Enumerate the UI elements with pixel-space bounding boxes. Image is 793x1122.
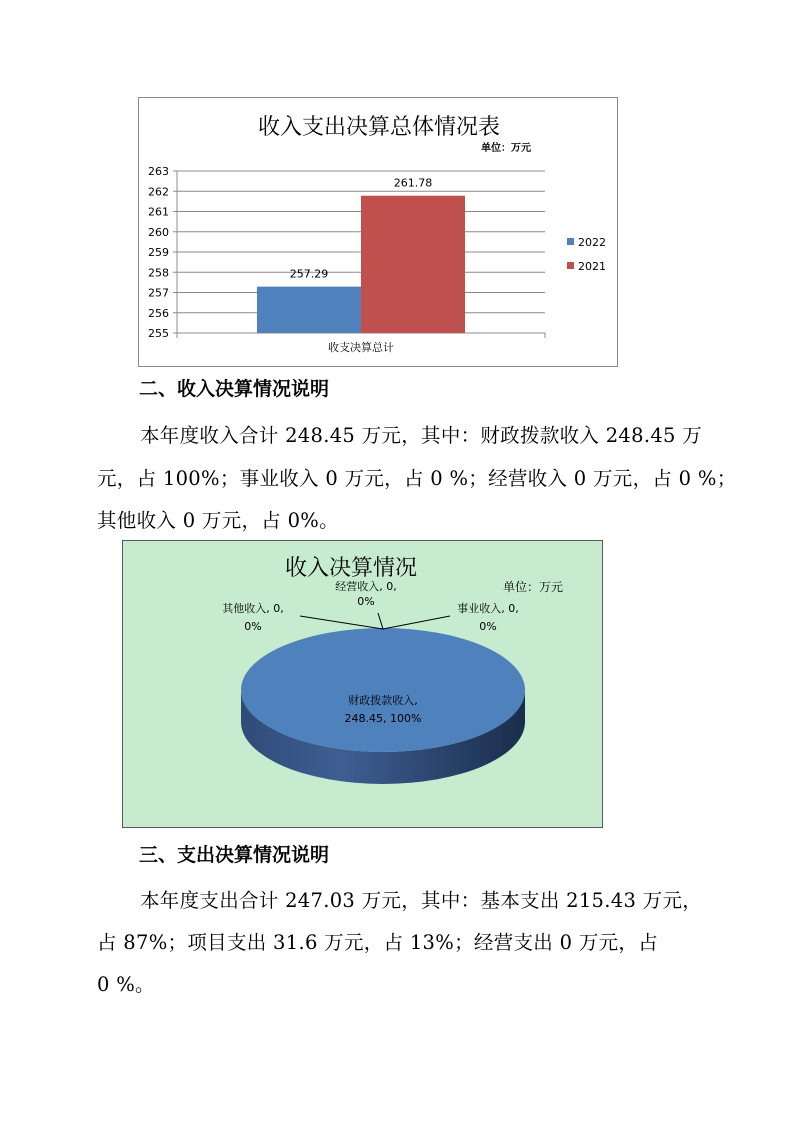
- y-tick-label: 255: [148, 327, 169, 340]
- expense-paragraph-line: 0 %。: [97, 973, 155, 996]
- income-paragraph-line: 本年度收入合计 248.45 万元，其中：财政拨款收入 248.45 万: [140, 424, 703, 447]
- legend-label: 2022: [578, 236, 606, 249]
- y-tick-label: 260: [148, 225, 169, 239]
- bar-2021: [361, 196, 465, 333]
- pie-slice-label: 经营收入, 0,: [335, 580, 397, 593]
- bar-chart: [139, 98, 617, 366]
- pie-slice-label: 0%: [244, 620, 262, 633]
- pie-chart-unit: 单位：万元: [503, 580, 564, 594]
- pie-leader-line: [378, 613, 383, 629]
- y-tick-label: 261: [148, 205, 169, 219]
- y-tick-label: 262: [148, 185, 169, 199]
- x-category-label: 收支决算总计: [328, 341, 394, 354]
- bar-data-label: 257.29: [289, 267, 329, 281]
- pie-slice-label: 事业收入, 0,: [457, 602, 519, 615]
- pie-leader-line: [383, 616, 450, 629]
- section-heading-expense: 三、支出决算情况说明: [139, 844, 330, 866]
- legend-label: 2021: [578, 260, 606, 273]
- bar-2022: [257, 287, 361, 333]
- pie-chart-frame: [122, 540, 603, 828]
- expense-paragraph-line: 占 87%；项目支出 31.6 万元，占 13%；经营支出 0 万元，占: [97, 931, 658, 954]
- bar-data-label: 261.78: [393, 176, 433, 190]
- income-paragraph-line: 其他收入 0 万元，占 0%。: [97, 509, 339, 532]
- y-tick-label: 256: [148, 306, 169, 320]
- bar-chart-bars: [257, 196, 465, 333]
- expense-paragraph-line: 本年度支出合计 247.03 万元，其中：基本支出 215.43 万元，: [140, 889, 703, 912]
- bar-chart-x-axis: [328, 340, 394, 354]
- income-paragraph-line: 元，占 100%；事业收入 0 万元，占 0 %；经营收入 0 万元，占 0 %；: [97, 467, 737, 490]
- legend-swatch-2022: [567, 238, 574, 245]
- legend-swatch-2021: [567, 262, 574, 269]
- pie-slice-label: 其他收入, 0,: [222, 602, 284, 615]
- y-tick-label: 257: [148, 286, 169, 300]
- pie-slice-label: 248.45, 100%: [344, 712, 422, 725]
- pie-chart-title: 收入决算情况: [284, 556, 418, 581]
- section-heading-income: 二、收入决算情况说明: [139, 378, 330, 400]
- pie-slice-label: 财政拨款收入,: [348, 694, 418, 707]
- bar-chart-title: 收入支出决算总体情况表: [257, 115, 501, 140]
- bar-chart-frame: [138, 97, 618, 367]
- pie-slice-main: [241, 628, 525, 752]
- pie-slice-label: 0%: [357, 595, 375, 608]
- bar-chart-unit: 单位：万元: [481, 143, 531, 154]
- y-tick-label: 259: [148, 246, 169, 259]
- pie-leader-line: [300, 616, 383, 629]
- y-tick-label: 258: [148, 266, 169, 280]
- pie-slice-label: 0%: [479, 620, 497, 633]
- bar-chart-legend: [567, 236, 606, 273]
- pie-chart: [123, 541, 602, 827]
- y-tick-label: 263: [148, 165, 169, 178]
